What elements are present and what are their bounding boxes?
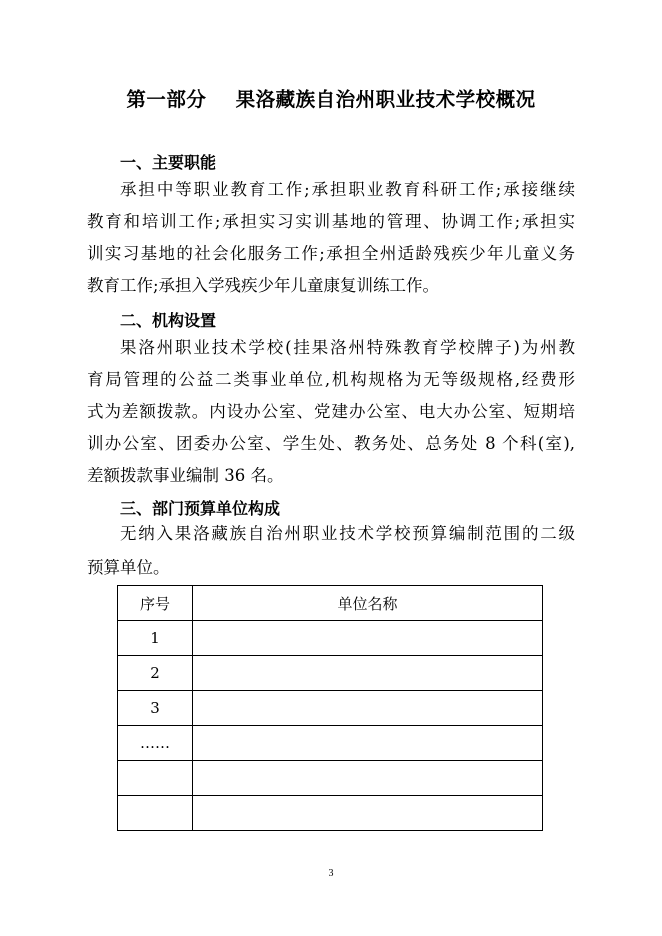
page-title: 第一部分 果洛藏族自治州职业技术学校概况: [126, 88, 536, 111]
paragraph-line: 差额拨款事业编制 36 名。: [87, 466, 284, 485]
section-heading-organization: 二、机构设置: [120, 311, 217, 330]
table-row: [118, 761, 543, 796]
table-cell-index: 2: [118, 656, 193, 691]
table-cell-unit-name: [193, 656, 543, 691]
table-row: [118, 796, 543, 831]
paragraph-line: 预算单位。: [87, 558, 170, 577]
section-heading-budget-units: 三、部门预算单位构成: [120, 499, 281, 518]
table-row: [118, 656, 543, 691]
page-number: 3: [328, 868, 334, 879]
table-cell-unit-name: [193, 796, 543, 831]
table-cell-index: [118, 761, 193, 796]
column-header-unit-name: 单位名称: [193, 586, 543, 621]
table-cell-unit-name: [193, 691, 543, 726]
table-cell-unit-name: [193, 761, 543, 796]
column-header-index: 序号: [118, 586, 193, 621]
table-cell-index: 1: [118, 621, 193, 656]
paragraph-line: 承担中等职业教育工作;承担职业教育科研工作;承接继续: [120, 180, 575, 199]
table-header-row: [118, 586, 543, 621]
paragraph-line: 训实习基地的社会化服务工作;承担全州适龄残疾少年儿童义务: [87, 244, 575, 263]
paragraph-line: 教育和培训工作;承担实习实训基地的管理、协调工作;承担实: [87, 212, 575, 231]
table-cell-index: ……: [118, 726, 193, 761]
table-row: [118, 691, 543, 726]
table-row: [118, 621, 543, 656]
table-cell-index: 3: [118, 691, 193, 726]
paragraph-line: 教育工作;承担入学残疾少年儿童康复训练工作。: [87, 276, 440, 295]
paragraph-line: 育局管理的公益二类事业单位,机构规格为无等级规格,经费形: [87, 370, 575, 389]
paragraph-line: 果洛州职业技术学校(挂果洛州特殊教育学校牌子)为州教: [120, 338, 575, 357]
budget-units-table: [117, 585, 543, 831]
table-cell-unit-name: [193, 726, 543, 761]
table-row: [118, 726, 543, 761]
table-cell-index: [118, 796, 193, 831]
section-heading-functions: 一、主要职能: [120, 153, 217, 172]
paragraph-line: 无纳入果洛藏族自治州职业技术学校预算编制范围的二级: [120, 524, 575, 543]
paragraph-line: 训办公室、团委办公室、学生处、教务处、总务处 8 个科(室),: [87, 434, 575, 453]
table-cell-unit-name: [193, 621, 543, 656]
paragraph-line: 式为差额拨款。内设办公室、党建办公室、电大办公室、短期培: [87, 402, 575, 421]
